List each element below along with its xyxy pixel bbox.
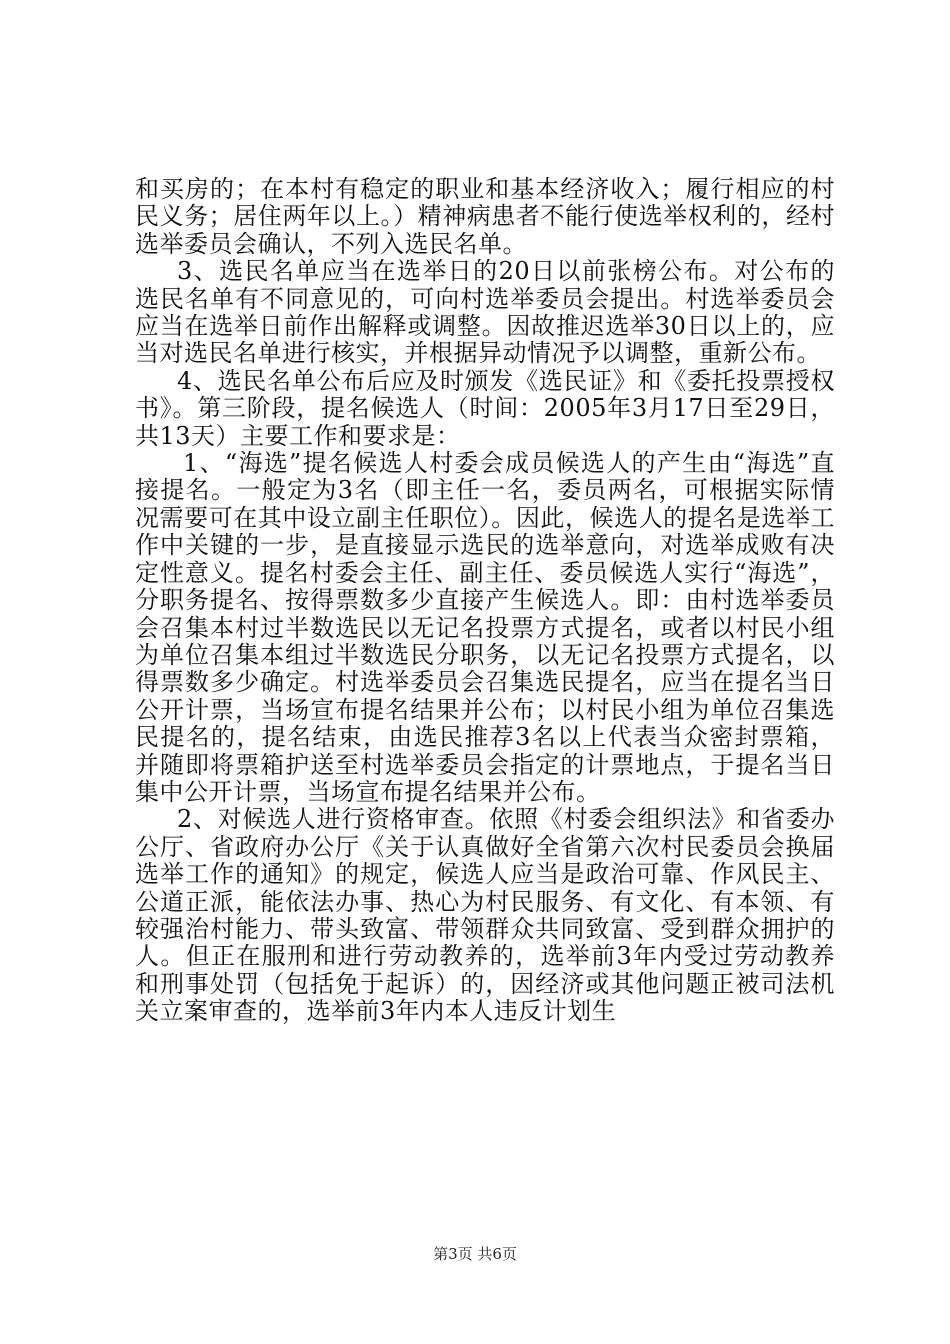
paragraph-item-4: 4、选民名单公布后应及时颁发《选民证》和《委托投票授权书》。第三阶段，提名候选人（时间：2005年3月17日至29日，共13天）主要工作和要求是： — [135, 366, 835, 450]
document-body — [135, 176, 835, 1026]
page-footer: 第3页 共6页 — [433, 1245, 517, 1263]
paragraph-haixuan: 1、“海选”提名候选人村委会成员候选人的产生由“海选”直接提名。一般定为3名（即主任一名，委员两名，可根据实际情况需要可在其中设立副主任职位）。因此，候选人的提名是选举工作中关键的一步，是直接显示选民的选举意向，对选举成败有决定性意义。提名村委会主任、副主任、委员候选人实行“海选”，分职务提名、按得票数多少直接产生候选人。即：由村选举委员会召集本村过半数选民以无记名投票方式提名，或者以村民小组为单位召集本组过半数选民分职务，以无记名投票方式提名，以得票数多少确定。村选举委员会召集选民提名，应当在提名当日公开计票，当场宣布提名结果并公布；以村民小组为单位召集选民提名的，提名结束，由选民推荐3名以上代表当众密封票箱，并随即将票箱护送至村选举委员会指定的计票地点，于提名当日集中公开计票，当场宣布提名结果并公布。 — [135, 449, 835, 806]
paragraph-item-3: 3、选民名单应当在选举日的20日以前张榜公布。对公布的选民名单有不同意见的，可向村选举委员会提出。村选举委员会应当在选举日前作出解释或调整。因故推迟选举30日以上的，应当对选民名单进行核实，并根据异动情况予以调整，重新公布。 — [135, 257, 835, 368]
paragraph-qualification-review: 2、对候选人进行资格审查。依照《村委会组织法》和省委办公厅、省政府办公厅《关于认真做好全省第六次村民委员会换届选举工作的通知》的规定，候选人应当是政治可靠、作风民主、公道正派，能依法办事、热心为村民服务、有文化、有本领、有较强治村能力、带头致富、带领群众共同致富、受到群众拥护的人。但正在服刑和进行劳动教养的，选举前3年内受过劳动教养和刑事处罚（包括免于起诉）的，因经济或其他问题正被司法机关立案审查的，选举前3年内本人违反计划生 — [135, 805, 835, 1026]
paragraph-continuation: 和买房的；在本村有稳定的职业和基本经济收入；履行相应的村民义务；居住两年以上。）精神病患者不能行使选举权利的，经村选举委员会确认，不列入选民名单。 — [135, 175, 835, 258]
